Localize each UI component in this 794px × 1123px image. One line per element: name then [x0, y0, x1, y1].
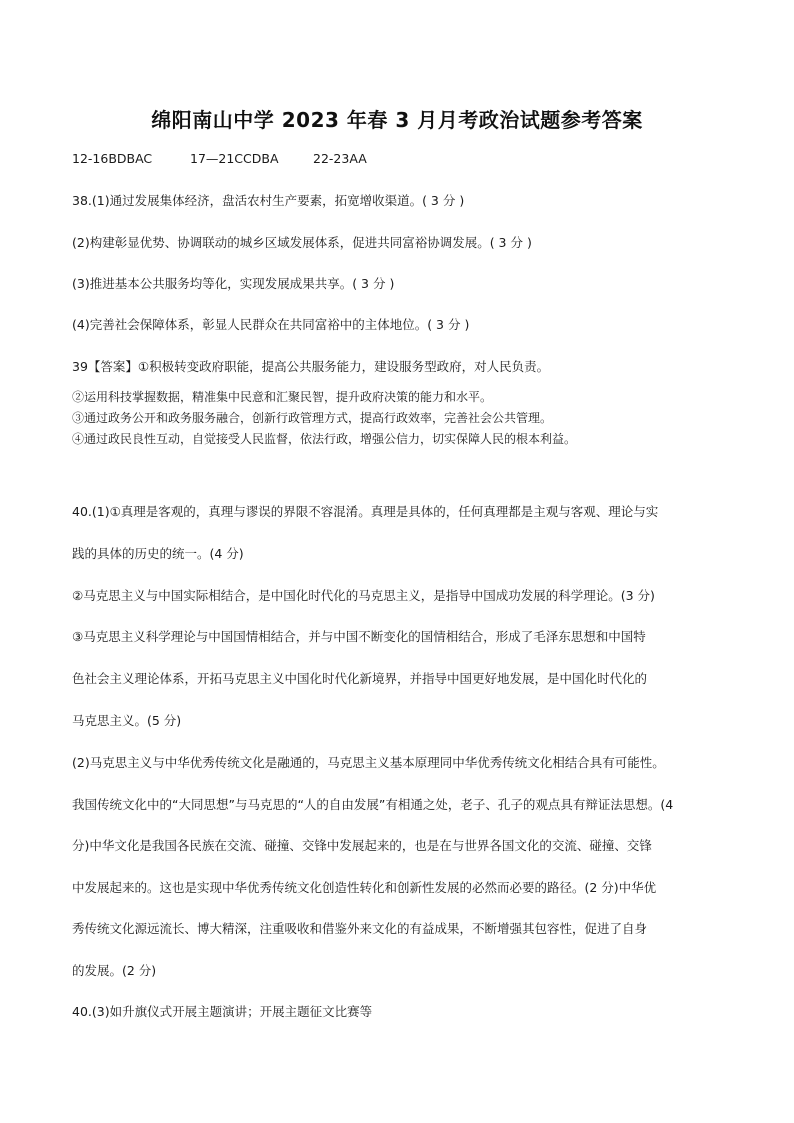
- q40-line-12: 的发展。(2 分): [72, 963, 157, 978]
- q40-line-6: 马克思主义。(5 分): [72, 713, 182, 728]
- q40-line-11: 秀传统文化源远流长、博大精深，注重吸收和借鉴外来文化的有益成果，不断增强其包容性，促进了自身: [72, 921, 648, 936]
- q38-answer-4: (4)完善社会保障体系，彰显人民群众在共同富裕中的主体地位。( 3 分 ): [72, 317, 470, 332]
- q40-part3-answer: 40.(3)如升旗仪式开展主题演讲；开展主题征文比赛等: [72, 1004, 373, 1019]
- q39-answer-4: ④通过政民良性互动，自觉接受人民监督，依法行政，增强公信力，切实保障人民的根本利益。: [72, 432, 577, 446]
- q39-answer-2: ②运用科技掌握数据，精准集中民意和汇聚民智，提升政府决策的能力和水平。: [72, 390, 493, 404]
- q38-answer-3: (3)推进基本公共服务均等化，实现发展成果共享。( 3 分 ): [72, 276, 395, 291]
- q38-answer-1: 38.(1)通过发展集体经济，盘活农村生产要素，拓宽增收渠道。( 3 分 ): [72, 193, 465, 208]
- q40-line-1: 40.(1)①真理是客观的，真理与谬误的界限不容混淆。真理是具体的，任何真理都是主观与客观、理论与实: [72, 504, 659, 519]
- mcq-group-22-23: 22-23AA: [313, 151, 367, 166]
- page-title: 绵阳南山中学 2023 年春 3 月月考政治试题参考答案: [151, 108, 643, 132]
- q38-answer-2: (2)构建彰显优势、协调联动的城乡区域发展体系，促进共同富裕协调发展。( 3 分 ): [72, 235, 532, 250]
- mcq-group-17-21: 17—21CCDBA: [190, 151, 279, 166]
- q40-line-2: 践的具体的历史的统一。(4 分): [72, 546, 244, 561]
- q39-answer-1: 39【答案】①积极转变政府职能，提高公共服务能力，建设服务型政府，对人民负责。: [72, 359, 550, 374]
- q40-line-9: 分)中华文化是我国各民族在交流、碰撞、交锋中发展起来的，也是在与世界各国文化的交流、碰撞、交锋: [72, 838, 652, 853]
- q40-line-10: 中发展起来的。这也是实现中华优秀传统文化创造性转化和创新性发展的必然而必要的路径。(2 分)中华优: [72, 880, 657, 895]
- q40-line-3: ②马克思主义与中国实际相结合，是中国化时代化的马克思主义，是指导中国成功发展的科学理论。(3 分): [72, 588, 655, 603]
- q40-line-5: 色社会主义理论体系，开拓马克思主义中国化时代化新境界，并指导中国更好地发展，是中国化时代化的: [72, 671, 648, 686]
- q40-line-7: (2)马克思主义与中华优秀传统文化是融通的，马克思主义基本原理同中华优秀传统文化相结合具有可能性。: [72, 755, 665, 770]
- q40-line-8: 我国传统文化中的“大同思想”与马克思的“人的自由发展”有相通之处，老子、孔子的观点具有辩证法思想。(4: [72, 797, 674, 812]
- q40-line-4: ③马克思主义科学理论与中国国情相结合，并与中国不断变化的国情相结合，形成了毛泽东思想和中国特: [72, 629, 646, 644]
- q39-answer-3: ③通过政务公开和政务服务融合，创新行政管理方式，提高行政效率，完善社会公共管理。: [72, 411, 553, 425]
- multiple-choice-answers: [72, 151, 367, 167]
- mcq-group-12-16: 12-16BDBAC: [72, 151, 153, 166]
